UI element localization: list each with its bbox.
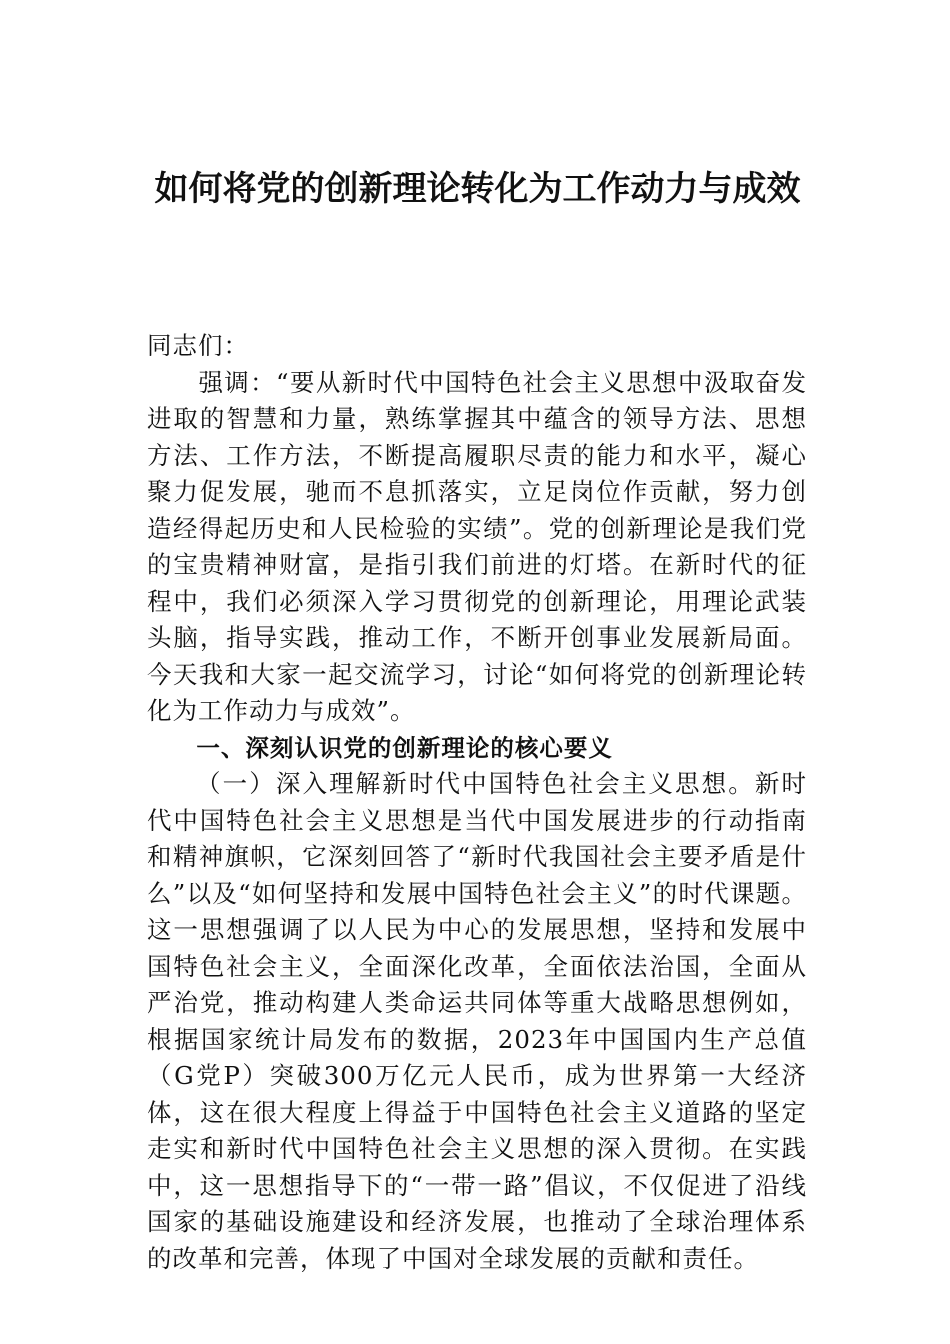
salutation: 同志们： — [147, 331, 249, 360]
section-heading-1: 一、深刻认识党的创新理论的核心要义 — [196, 733, 613, 762]
document-title: 如何将党的创新理论转化为工作动力与成效 — [154, 169, 801, 209]
subsection-1-lead: （一）深入理解新时代中国特色社会主义思想。 — [196, 769, 755, 798]
intro-paragraph: 强调：“要从新时代中国特色社会主义思想中汲取奋发进取的智慧和力量，熟练掌握其中蕴含的领导方法、思想方法、工作方法，不断提高履职尽责的能力和水平，凝心聚力促发展，驰而不息抓落实，立足岗位作贡献，努力创造经得起历史和人民检验的实绩”。党的创新理论是我们党的宝贵精神财富，是指引我们前进的灯塔。在新时代的征程中，我们必须深入学习贯彻党的创新理论，用理论武装头脑，指导实践，推动工作，不断开创事业发展新局面。今天我和大家一起交流学习，讨论“如何将党的创新理论转化为工作动力与成效”。 — [147, 367, 807, 725]
subsection-1-body: 新时代中国特色社会主义思想是当代中国发展进步的行动指南和精神旗帜，它深刻回答了“新时代我国社会主要矛盾是什么”以及“如何坚持和发展中国特色社会主义”的时代课题。这一思想强调了以人民为中心的发展思想，坚持和发展中国特色社会主义，全面深化改革，全面依法治国，全面从严治党，推动构建人类命运共同体等重大战略思想例如，根据国家统计局发布的数据，2023年中国国内生产总值（G党P）突破300万亿元人民币，成为世界第一大经济体，这在很大程度上得益于中国特色社会主义道路的坚定走实和新时代中国特色社会主义思想的深入贯彻。在实践中，这一思想指导下的“一带一路”倡议，不仅促进了沿线国家的基础设施建设和经济发展，也推动了全球治理体系的改革和完善，体现了中国对全球发展的贡献和责任。 — [147, 769, 808, 1273]
subsection-1-paragraph — [147, 766, 807, 1277]
document-body — [147, 328, 807, 1277]
